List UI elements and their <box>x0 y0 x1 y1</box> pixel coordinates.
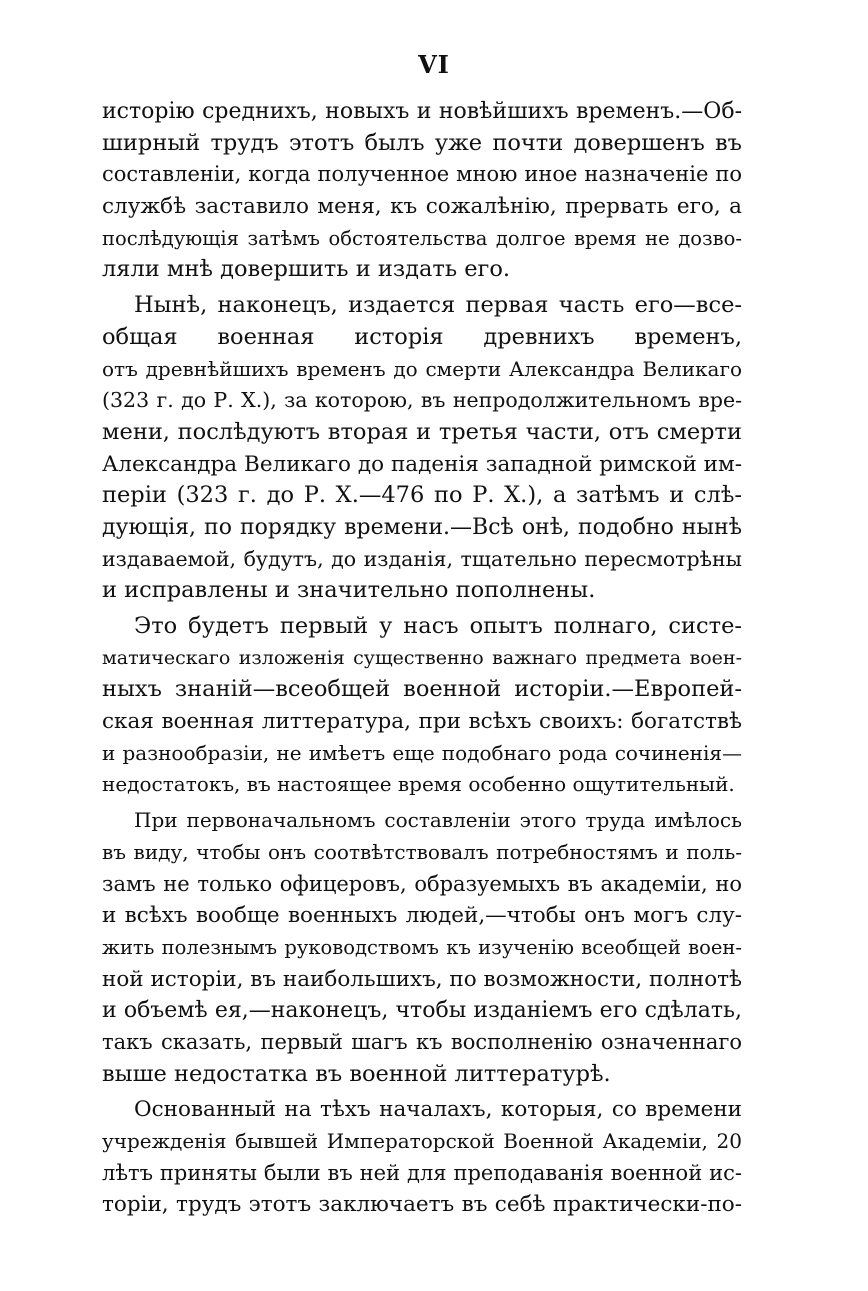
text-line: Александра Великаго до паденія западной римской им- <box>102 451 742 477</box>
text-line: торіи, трудъ этотъ заключаетъ въ себѣ практически-по- <box>102 1192 742 1218</box>
text-line: замъ не только офицеровъ, образуемыхъ въ академіи, но <box>102 871 742 896</box>
paragraph-4 <box>102 805 742 1090</box>
paragraph-1 <box>102 96 742 286</box>
text-line: ной исторіи, въ наибольшихъ, по возможности, полнотѣ <box>102 966 743 992</box>
text-line: ширный трудъ этотъ былъ уже почти довершенъ въ <box>102 129 742 156</box>
text-line: дующія, по порядку времени.—Всѣ онѣ, подобно нынѣ <box>102 514 742 540</box>
text-line: ляли мнѣ довершить и издать его. <box>102 256 511 283</box>
text-line: выше недостатка въ военной литтературѣ. <box>102 1060 611 1087</box>
text-line: (323 г. до Р. Х.), за которою, въ непродолжительномъ вре- <box>102 388 742 413</box>
text-line: и исправлены и значительно пополнены. <box>102 577 596 604</box>
text-line: исторію среднихъ, новыхъ и новѣйшихъ временъ.—Об- <box>102 99 742 124</box>
text-line: составленіи, когда полученное мною иное назначеніе по <box>102 162 742 187</box>
paragraph-2 <box>102 290 742 607</box>
text-line: періи (323 г. до Р. Х.—476 по Р. Х.), а затѣмъ и слѣ- <box>102 482 742 509</box>
text-line: Это будетъ первый у насъ опытъ полнаго, систе- <box>134 613 742 639</box>
text-line: недостатокъ, въ настоящее время особенно ощутительный. <box>102 772 735 797</box>
text-line: общая военная исторія древнихъ временъ, <box>102 323 742 350</box>
text-line: и объемѣ ея,—наконецъ, чтобы изданіемъ его сдѣлать, <box>102 998 742 1024</box>
text-line: и разнообразіи, не имѣетъ еще подобнаго рода сочиненія— <box>102 740 742 765</box>
text-line: службѣ заставило меня, къ сожалѣнію, прервать его, а <box>102 194 742 220</box>
text-line: такъ сказать, первый шагъ къ восполненію означеннаго <box>102 1029 742 1054</box>
text-line: При первоначальномъ составленіи этого труда имѣлось <box>134 808 742 833</box>
paragraph-5 <box>102 1094 742 1221</box>
text-line: мени, послѣдуютъ вторая и третья части, отъ смерти <box>102 418 742 445</box>
text-line: учрежденія бывшей Императорской Военной Академіи, 20 <box>102 1129 742 1153</box>
text-line: жить полезнымъ руководствомъ къ изученію всеобщей воен- <box>102 935 742 959</box>
text-line: и всѣхъ вообще военныхъ людей,—чтобы онъ могъ слу- <box>102 903 742 929</box>
text-line: въ виду, чтобы онъ соотвѣтствовалъ потребностямъ и поль- <box>102 839 742 864</box>
text-line: послѣдующія затѣмъ обстоятельства долгое время не дозво- <box>102 226 742 250</box>
text-line: Нынѣ, наконецъ, издается первая часть его—все- <box>134 292 742 319</box>
text-line: матическаго изложенія существенно важнаго предмета воен- <box>102 646 742 669</box>
text-line: издаваемой, будутъ, до изданія, тщательно пересмотрѣны <box>102 546 742 571</box>
text-line: ныхъ знаній—всеобщей военной исторіи.—Европей- <box>102 676 742 703</box>
page-number: VI <box>418 50 450 79</box>
text-line: отъ древнѣйшихъ временъ до смерти Александра Великаго <box>102 356 742 381</box>
text-line: лѣтъ приняты были въ ней для преподаванія военной ис- <box>102 1160 742 1185</box>
body-text <box>102 96 742 1221</box>
text-line: ская военная литтература, при всѣхъ своихъ: богатствѣ <box>102 709 742 735</box>
text-line: Основанный на тѣхъ началахъ, которыя, со времени <box>134 1097 742 1123</box>
paragraph-3 <box>102 611 742 801</box>
